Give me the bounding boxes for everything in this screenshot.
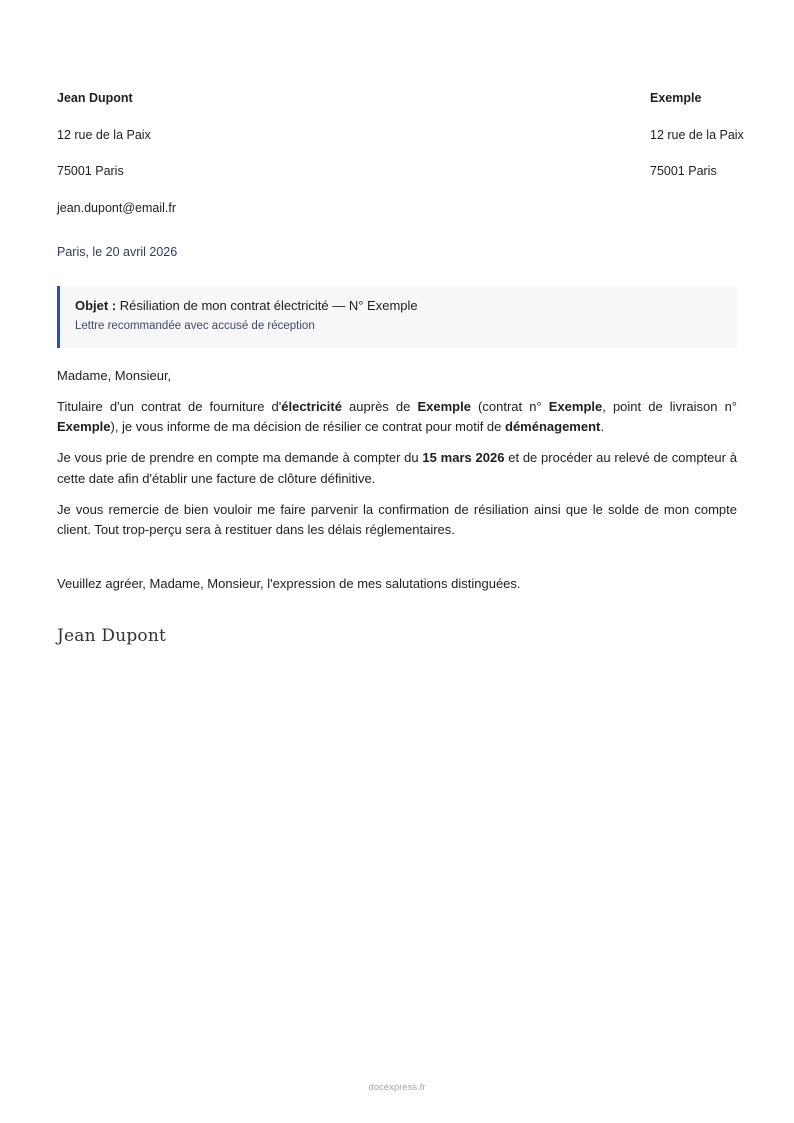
footer-brand: docexpress.fr bbox=[368, 1082, 426, 1093]
recipient-city: 75001 Paris bbox=[650, 164, 717, 178]
subject-text: Résiliation de mon contrat électricité — N° Exemple bbox=[119, 298, 418, 313]
sender-name: Jean Dupont bbox=[57, 91, 133, 105]
paragraph-1 bbox=[57, 397, 737, 438]
p2-effective-date: 15 mars 2026 bbox=[422, 450, 505, 465]
letter-body bbox=[57, 366, 737, 551]
p2-text-1: Je vous prie de prendre en compte ma demande à compter du bbox=[57, 450, 423, 465]
letter-date: Paris, le 20 avril 2026 bbox=[57, 245, 178, 259]
recipient-name: Exemple bbox=[650, 91, 702, 105]
subject-box bbox=[57, 286, 737, 348]
sender-city: 75001 Paris bbox=[57, 164, 124, 178]
p1-text-2: auprès de bbox=[341, 398, 418, 414]
letter-page bbox=[57, 0, 744, 1123]
subject-subline: Lettre recommandée avec accusé de réception bbox=[75, 320, 315, 332]
salutation: Madame, Monsieur, bbox=[57, 368, 172, 383]
recipient-address: 12 rue de la Paix bbox=[650, 127, 744, 142]
paragraph-3: Je vous remercie de bien vouloir me faire parvenir la confirmation de résiliation ainsi que le solde de mon compte client. Tout trop-perçu sera à restituer dans les délais réglementaires. bbox=[57, 501, 737, 537]
p1-text-3: (contrat n° bbox=[470, 398, 549, 414]
p1-text-6: . bbox=[600, 419, 604, 434]
subject-line bbox=[75, 297, 737, 315]
signature: Jean Dupont bbox=[57, 626, 167, 646]
p1-supplier: Exemple bbox=[417, 398, 471, 414]
sender-block bbox=[57, 90, 176, 236]
p2-text-2: et de procéder au relevé de compteur à cette date afin d'établir une facture de clôture définitive. bbox=[57, 450, 737, 486]
closing-formula: Veuillez agréer, Madame, Monsieur, l'expression de mes salutations distinguées. bbox=[57, 576, 521, 591]
p1-text-1: Titulaire d'un contrat de fourniture d' bbox=[57, 398, 282, 414]
subject-label: Objet : bbox=[75, 298, 117, 313]
recipient-block bbox=[650, 90, 744, 200]
sender-address: 12 rue de la Paix bbox=[57, 127, 151, 142]
p1-text-5: ), je vous informe de ma décision de résilier ce contrat pour motif de bbox=[110, 419, 505, 434]
p1-contract-number: Exemple bbox=[548, 398, 603, 414]
p1-delivery-point: Exemple bbox=[57, 419, 111, 434]
p1-text-4: , point de livraison n° bbox=[602, 398, 737, 414]
paragraph-2 bbox=[57, 448, 737, 489]
sender-email: jean.dupont@email.fr bbox=[57, 200, 177, 215]
p1-energy-type: électricité bbox=[281, 398, 342, 414]
p1-reason: déménagement bbox=[505, 419, 601, 434]
